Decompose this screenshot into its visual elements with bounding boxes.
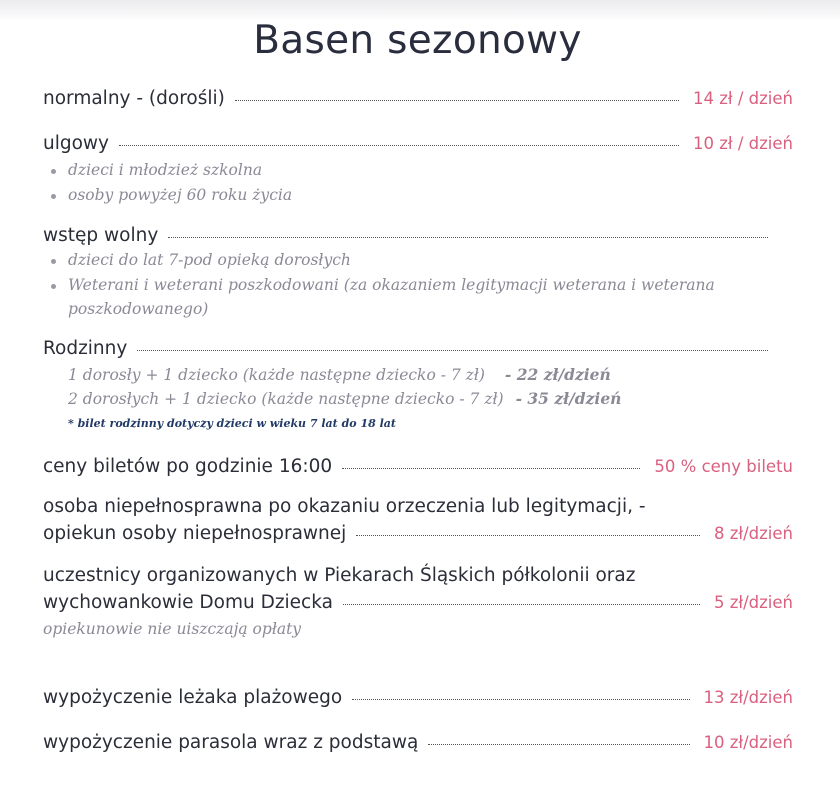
price-row-rodzinny — [43, 338, 778, 359]
price-row-parasol — [43, 732, 793, 753]
dot-leader — [168, 237, 768, 238]
wstep-notes — [50, 248, 715, 298]
family-option-text: 2 dorosłych + 1 dziecko (każde następne dziecko - 7 zł) — [68, 390, 504, 408]
camp-label-line1: uczestnicy organizowanych w Piekarach Śląskich półkolonii oraz — [43, 565, 636, 586]
row-price: 5 zł/dzień — [714, 593, 793, 612]
list-item: Weterani i weterani poszkodowani (za okazaniem legitymacji weterana i weterana — [50, 273, 715, 298]
row-label: normalny - (dorośli) — [43, 88, 225, 109]
family-option-text: 1 dorosły + 1 dziecko (każde następne dziecko - 7 zł) — [68, 366, 485, 384]
row-label: ceny biletów po godzinie 16:00 — [43, 456, 333, 477]
list-item: dzieci do lat 7-pod opieką dorosłych — [50, 248, 715, 273]
price-row-normalny — [43, 88, 793, 109]
family-option-2 — [68, 389, 621, 408]
price-row-after-16 — [43, 456, 793, 477]
row-price: 8 zł/dzień — [714, 524, 793, 543]
price-row-camp — [43, 592, 793, 613]
dot-leader — [343, 604, 700, 605]
dot-leader — [235, 100, 679, 101]
price-row-deckchair — [43, 687, 793, 708]
dot-leader — [356, 535, 700, 536]
family-option-price: - 22 zł/dzień — [504, 365, 611, 384]
list-item: dzieci i młodzież szkolna — [50, 158, 292, 183]
dot-leader — [119, 145, 679, 146]
row-label: ulgowy — [43, 133, 110, 154]
price-row-wstep-wolny — [43, 225, 778, 246]
page-title: Basen sezonowy — [253, 18, 582, 63]
list-item: osoby powyżej 60 roku życia — [50, 183, 292, 208]
dot-leader — [352, 699, 689, 700]
row-label: wypożyczenie leżaka plażowego — [43, 687, 343, 708]
row-label: wstęp wolny — [43, 225, 159, 246]
dot-leader — [342, 468, 640, 469]
price-row-disabled — [43, 523, 793, 544]
row-label: wychowankowie Domu Dziecka — [43, 592, 333, 613]
row-label: opiekun osoby niepełnosprawnej — [43, 523, 347, 544]
family-footnote: * bilet rodzinny dotyczy dzieci w wieku 7 lat do 18 lat — [68, 417, 396, 430]
wstep-note-continued: poszkodowanego) — [68, 300, 209, 318]
camp-note: opiekunowie nie uiszczają opłaty — [43, 620, 302, 638]
ulgowy-notes — [50, 158, 292, 208]
dot-leader — [428, 744, 689, 745]
row-label: Rodzinny — [43, 338, 128, 359]
row-price: 50 % ceny biletu — [654, 457, 793, 476]
row-price: 10 zł / dzień — [693, 134, 793, 153]
row-price: 13 zł/dzień — [703, 688, 793, 707]
family-option-price: - 35 zł/dzień — [515, 389, 622, 408]
row-price: 10 zł/dzień — [703, 733, 793, 752]
row-price: 14 zł / dzień — [693, 89, 793, 108]
family-option-1 — [68, 365, 611, 384]
price-row-ulgowy — [43, 133, 793, 154]
disabled-label-line1: osoba niepełnosprawna po okazaniu orzeczenia lub legitymacji, - — [43, 496, 646, 517]
dot-leader — [137, 350, 768, 351]
row-label: wypożyczenie parasola wraz z podstawą — [43, 732, 419, 753]
